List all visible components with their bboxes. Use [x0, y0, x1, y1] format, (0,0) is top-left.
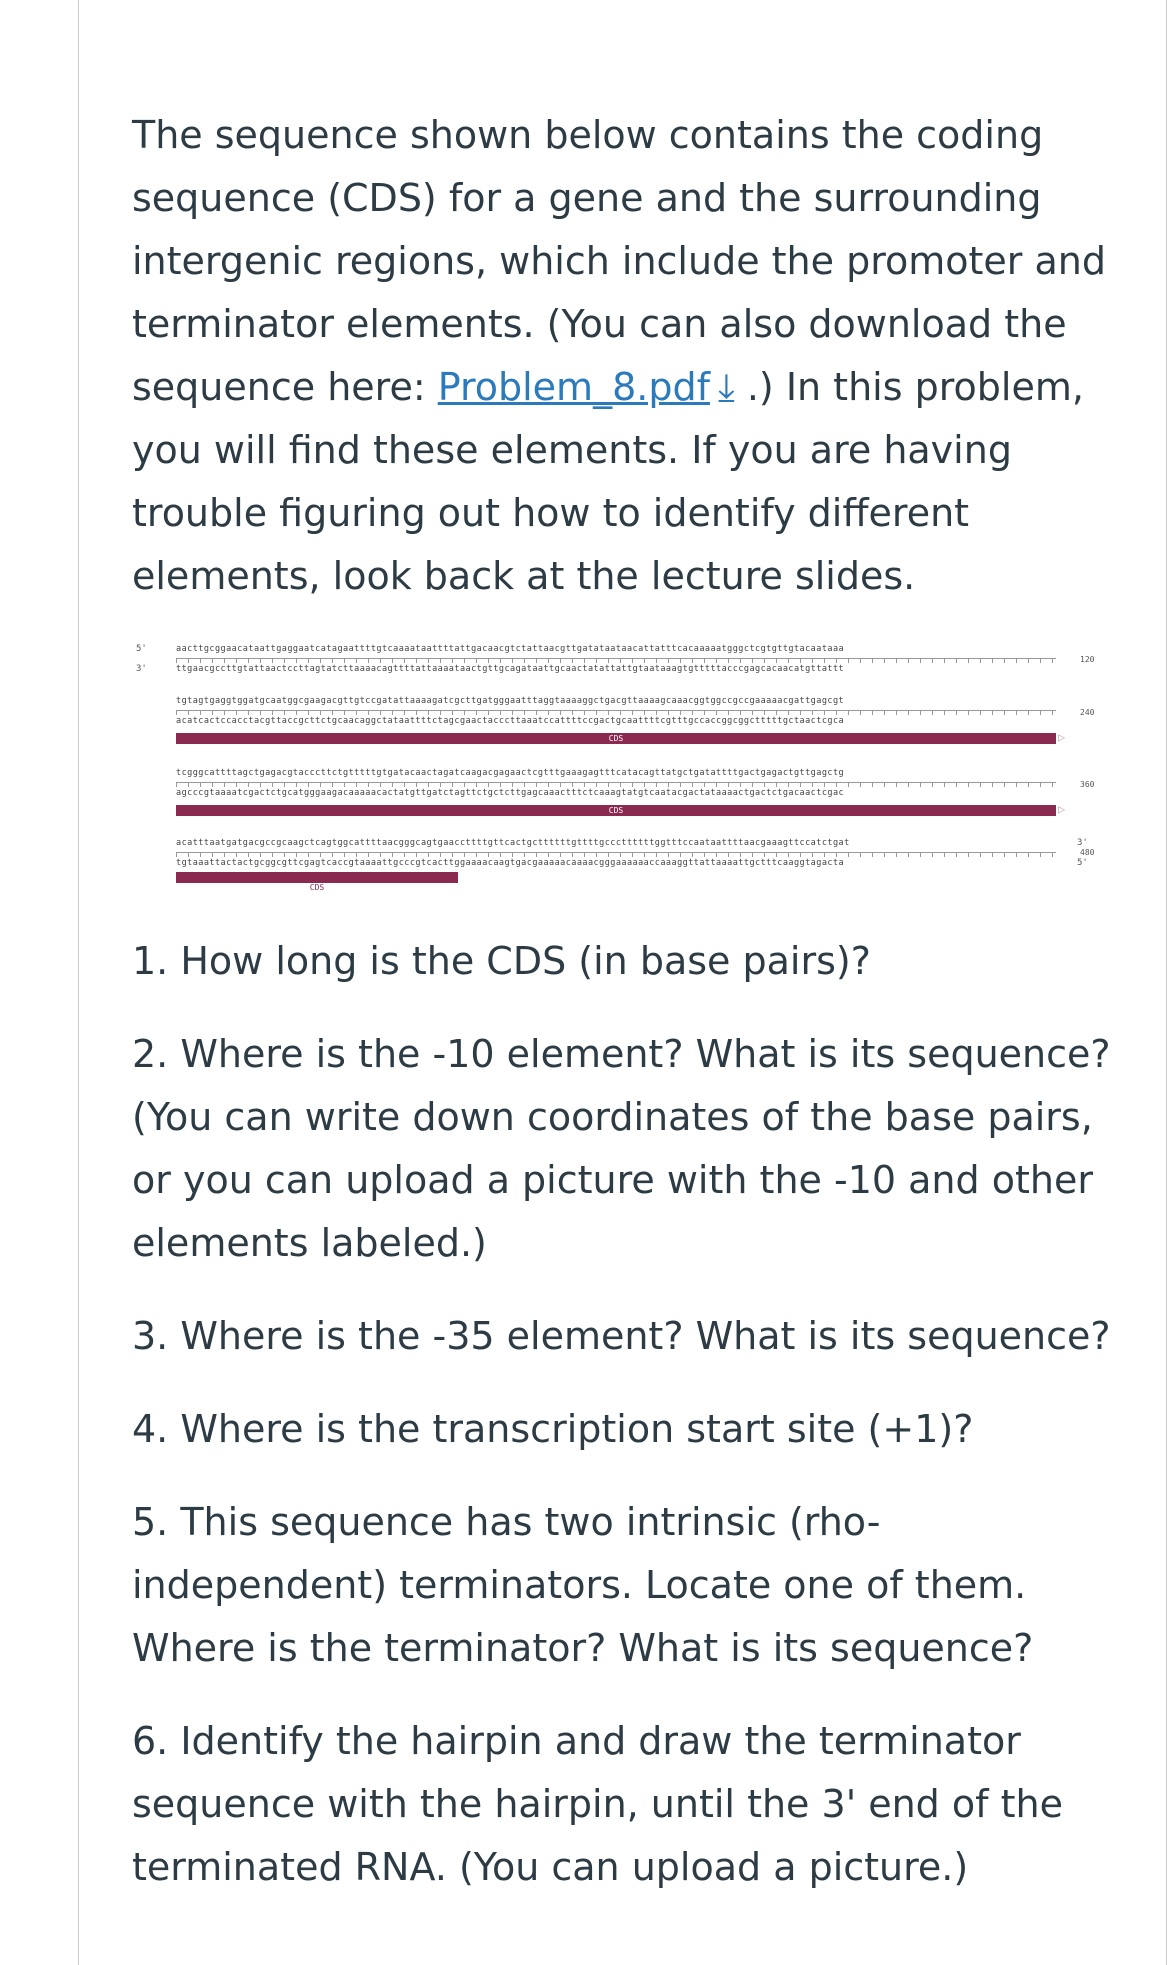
bottom-strand: tgtaaattactactgcggcgttcgagtcaccgtaaaattgcccgtcacttggaaaacaagtgacgaaaaacaaaacgggaaaaaaccaaaggttattaaaattgctttcaaggtagacta	[176, 858, 845, 868]
cds-label: CDS	[608, 734, 624, 743]
cds-label: CDS	[608, 806, 624, 815]
strand-label-bottom: 3'	[136, 664, 147, 674]
top-strand: acatttaatgatgacgccgcaagctcagtggcattttaacgggcagtgaaccttttgttcactgcttttttgttttgcccttttttggtttccaataattttaacgaaagttccatctgat	[176, 838, 850, 848]
question-1: 1. How long is the CDS (in base pairs)?	[132, 939, 871, 983]
position-label: 240	[1080, 708, 1095, 717]
top-strand: aacttgcggaacataattgaggaatcatagaattttgtcaaaataattttattgacaacgtctattaacgttgatataataacattatttcacaaaaatgggctcgtgttgtacaataaa	[176, 644, 845, 654]
problem-pdf-link[interactable]: Problem_8.pdf	[437, 365, 710, 409]
position-label: 480	[1080, 848, 1095, 857]
cds-feature-bar	[176, 872, 458, 883]
question-2: 2. Where is the -10 element? What is its sequence? (You can write down coordinates of the base pairs, or you can upload a picture with the -10 and other elements labeled.)	[132, 1032, 1111, 1265]
bottom-strand: ttgaacgccttgtattaactccttagtatcttaaaacagttttattaaaataactgttgcagataattgcaactatattattgtaataaagtgtttttacccgagcacaacatgttattt	[176, 664, 845, 674]
question-4: 4. Where is the transcription start site (+1)?	[132, 1407, 974, 1451]
ruler	[176, 710, 1056, 715]
question-3: 3. Where is the -35 element? What is its sequence?	[132, 1314, 1111, 1358]
strand-end-label-top: 3'	[1077, 838, 1088, 848]
question-6: 6. Identify the hairpin and draw the terminator sequence with the hairpin, until the 3' end of the terminated RNA. (You can upload a picture.)	[132, 1719, 1063, 1889]
strand-label-top: 5'	[136, 644, 147, 654]
page-left-border	[78, 0, 79, 1965]
download-arrow-icon[interactable]: ⤓	[717, 365, 735, 409]
ruler	[176, 782, 1056, 787]
ruler	[176, 852, 1056, 857]
position-label: 360	[1080, 780, 1095, 789]
position-label: 120	[1080, 655, 1095, 664]
questions-list	[132, 930, 1122, 1929]
intro-paragraph	[132, 104, 1122, 608]
page-right-border	[1166, 0, 1167, 1965]
top-strand: tgtagtgaggtggatgcaatggcgaagacgttgtccgatattaaaagatcgcttgatgggaatttaggtaaaaggctgacgttaaaagcaaacggtggccgccgaaaaacgattgagcgt	[176, 696, 845, 706]
bottom-strand: acatcactccacctacgttaccgcttctgcaacaggctataattttctagcgaactacccttaaatccattttccgactgcaattttcgtttgccaccggcggctttttgctaactcgca	[176, 716, 845, 726]
sequence-map	[132, 640, 1122, 895]
question-5: 5. This sequence has two intrinsic (rho-independent) terminators. Locate one of them. Where is the terminator? What is its sequence?	[132, 1500, 1034, 1670]
bottom-strand: agcccgtaaaatcgactctgcatgggaagacaaaaacactatgttgatctagttctgctcttgagcaaactttctcaaagtatgtcaatacgactataaaactgactctgacaactcgac	[176, 788, 845, 798]
strand-end-label-bottom: 5'	[1077, 858, 1088, 868]
cds-arrow-icon: ▷	[1058, 802, 1066, 816]
top-strand: tcgggcattttagctgagacgtacccttctgtttttgtgatacaactagatcaagacgagaactcgtttgaaagagtttcatacagttatgctgatattttgactgagactgttgagctg	[176, 768, 845, 778]
ruler	[176, 658, 1056, 663]
intro-text-before-link: The sequence shown below contains the coding sequence (CDS) for a gene and the surrounding intergenic regions, which include the promoter and terminator elements. (You can also download the sequence here:	[132, 113, 1106, 409]
cds-label: CDS	[309, 883, 325, 892]
cds-arrow-icon: ▷	[1058, 730, 1066, 744]
intro-text-after-link: .) In this problem, you will find these elements. If you are having trouble figuring out how to identify different elements, look back at the lecture slides.	[132, 365, 1084, 598]
